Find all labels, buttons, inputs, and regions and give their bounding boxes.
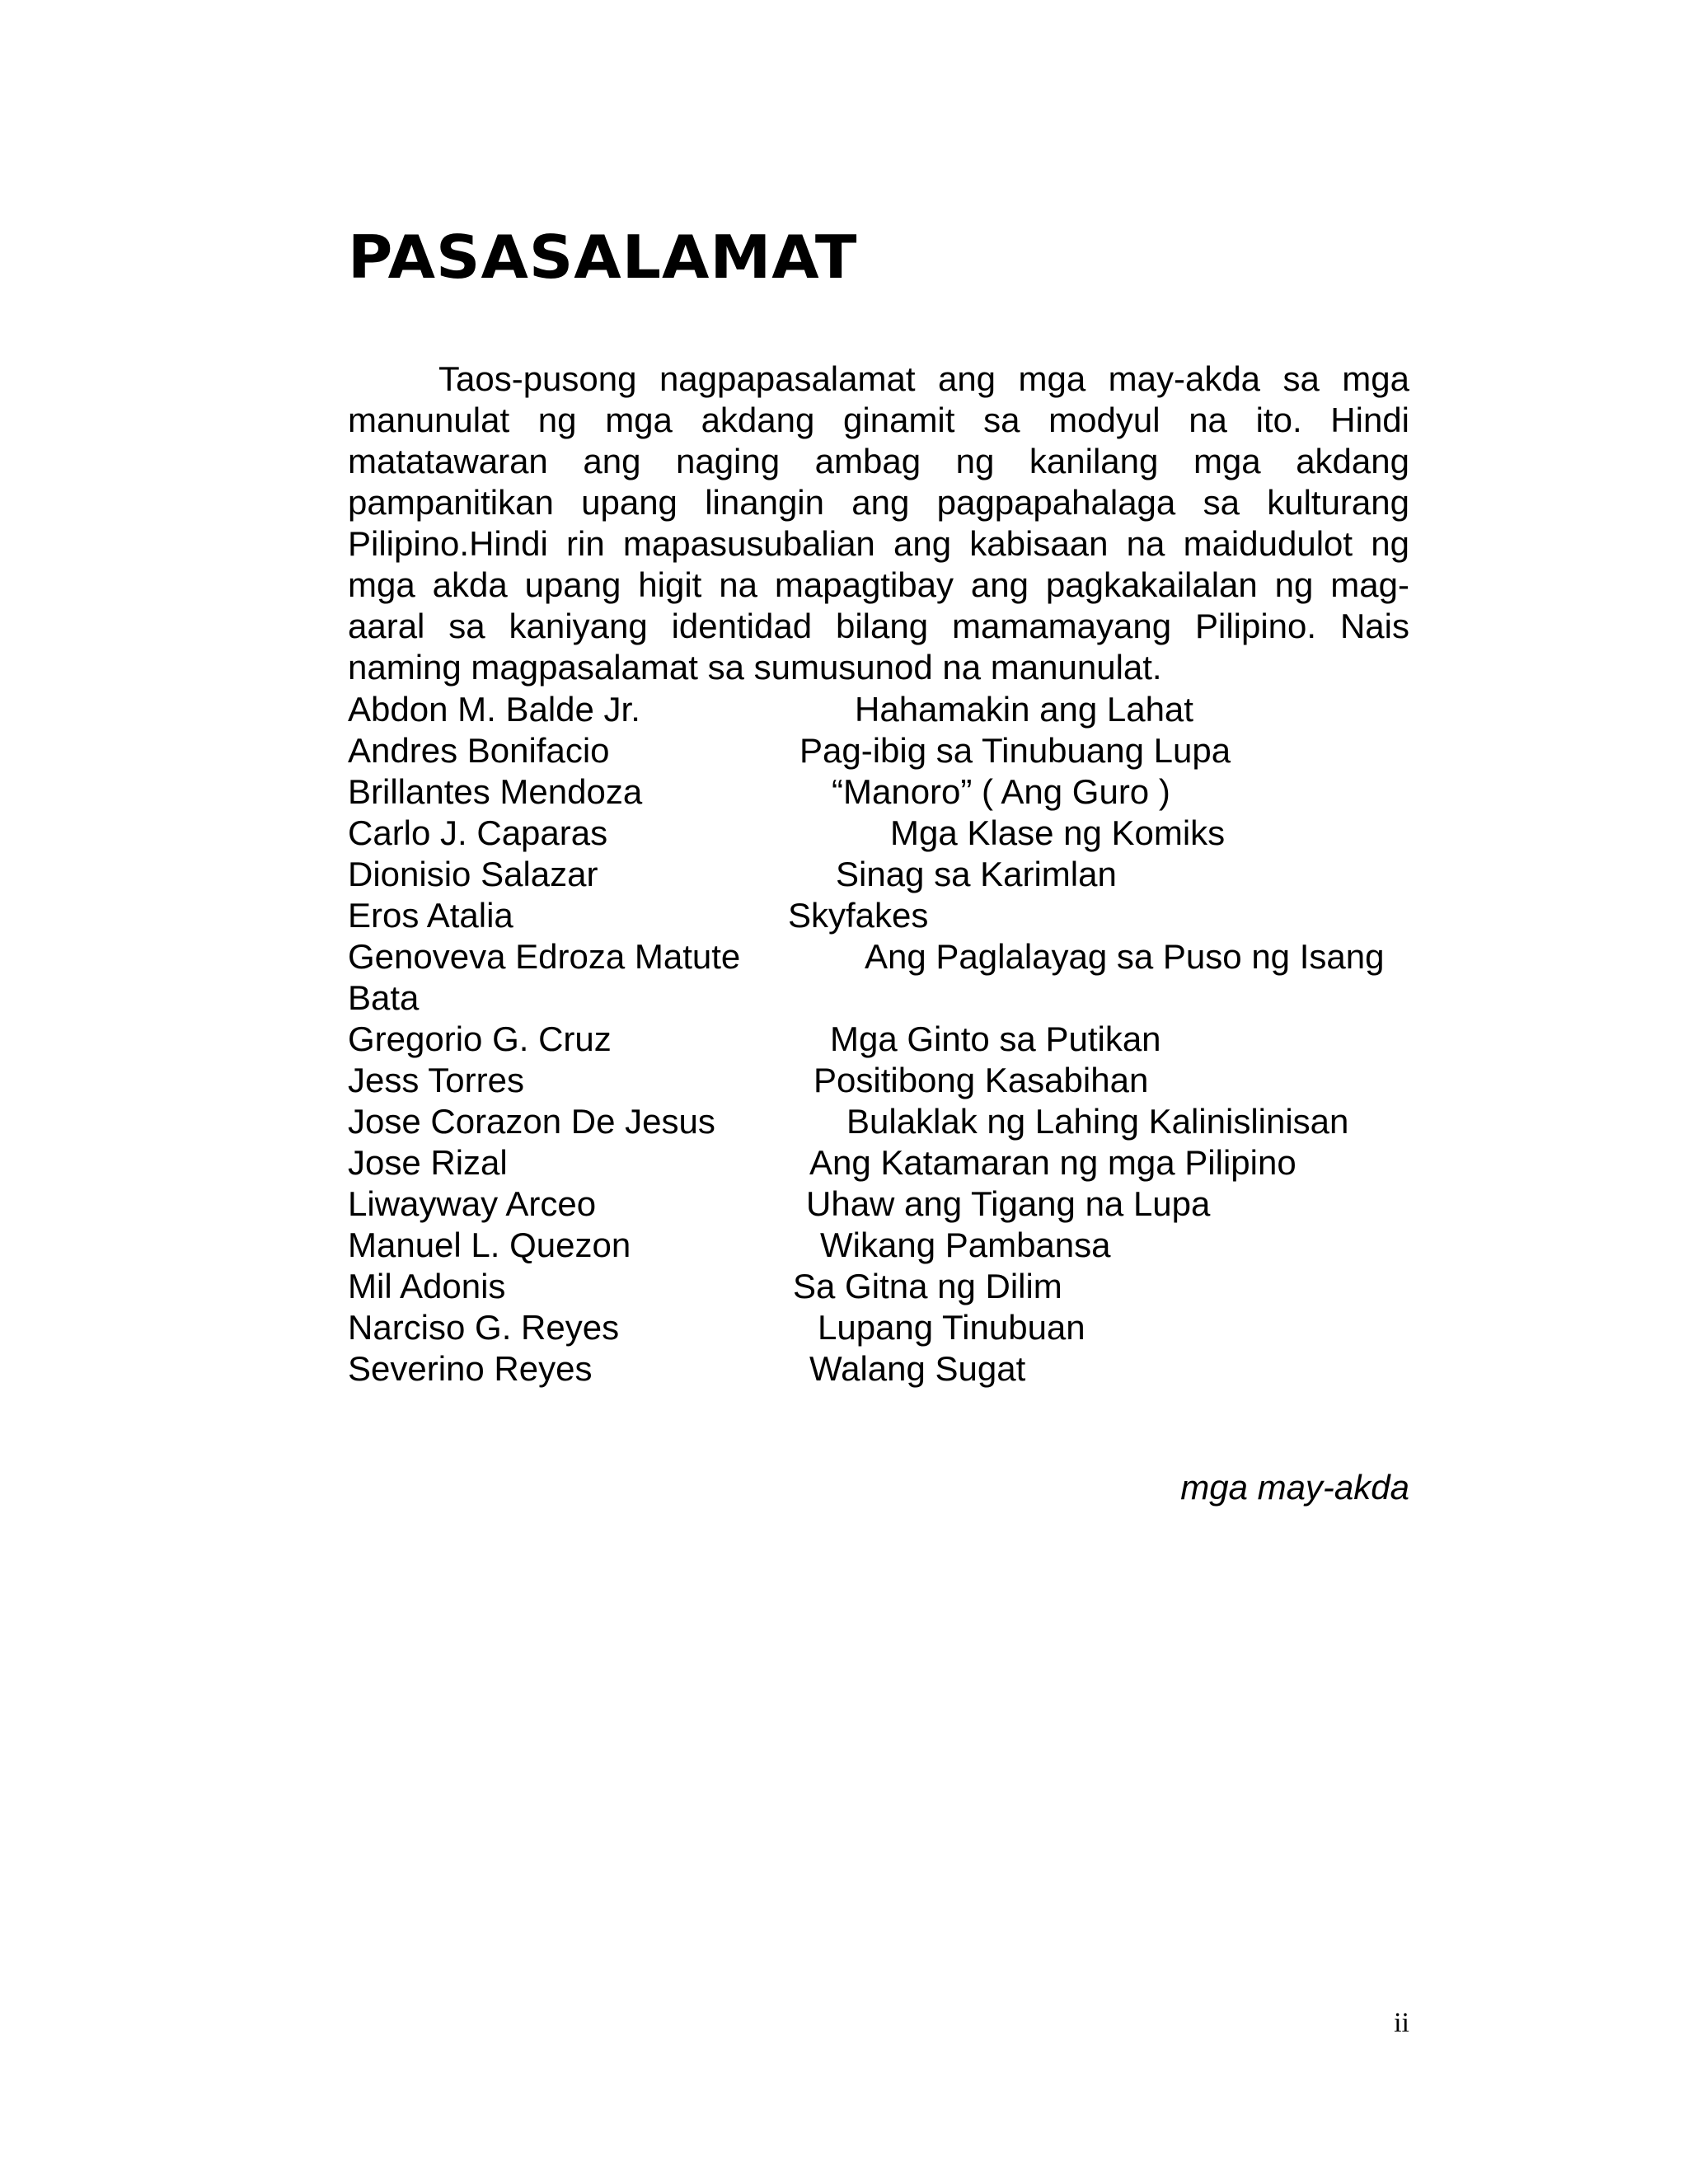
credit-row — [348, 1142, 1411, 1183]
credit-work: Ang Katamaran ng mga Pilipino — [809, 1143, 1296, 1182]
credit-work: Walang Sugat — [809, 1349, 1026, 1388]
credit-author: Gregorio G. Cruz — [348, 1019, 612, 1058]
credit-author: Liwayway Arceo — [348, 1184, 597, 1223]
credit-work: Ang Paglalayag sa Puso ng Isang — [865, 937, 1385, 976]
credit-work: Mga Ginto sa Putikan — [830, 1019, 1161, 1058]
credit-work: Mga Klase ng Komiks — [890, 813, 1226, 852]
credit-row — [348, 854, 1411, 895]
credit-row — [348, 1307, 1411, 1348]
credit-work: Lupang Tinubuan — [818, 1308, 1085, 1347]
credit-row — [348, 1019, 1411, 1060]
credit-author: Brillantes Mendoza — [348, 772, 643, 811]
credit-author: Severino Reyes — [348, 1349, 593, 1388]
signature: mga may-akda — [1180, 1468, 1409, 1507]
credit-work: Skyfakes — [788, 896, 929, 935]
credit-row — [348, 936, 1411, 1019]
credit-author: Narciso G. Reyes — [348, 1308, 620, 1347]
credit-work: Hahamakin ang Lahat — [855, 690, 1193, 729]
credits-list — [348, 689, 1411, 1390]
credit-work: Positibong Kasabihan — [814, 1061, 1149, 1099]
credit-author: Jose Corazon De Jesus — [348, 1102, 715, 1141]
credit-work: Bulaklak ng Lahing Kalinislinisan — [846, 1102, 1349, 1141]
credit-work: Sa Gitna ng Dilim — [793, 1267, 1062, 1305]
credit-author: Carlo J. Caparas — [348, 813, 608, 852]
credit-row — [348, 1060, 1411, 1101]
credit-author: Genoveva Edroza Matute — [348, 937, 741, 976]
credit-row — [348, 1225, 1411, 1266]
credit-work: Pag-ibig sa Tinubuang Lupa — [799, 731, 1231, 770]
credit-author: Eros Atalia — [348, 896, 513, 935]
credit-work: Wikang Pambansa — [820, 1226, 1111, 1264]
credit-author: Andres Bonifacio — [348, 731, 610, 770]
credit-row — [348, 730, 1411, 771]
credit-author: Jess Torres — [348, 1061, 524, 1099]
credit-row — [348, 895, 1411, 936]
credit-work-continued: Bata — [348, 978, 420, 1017]
credit-work: Uhaw ang Tigang na Lupa — [806, 1184, 1211, 1223]
credit-row — [348, 1183, 1411, 1225]
credit-work: Sinag sa Karimlan — [836, 855, 1117, 893]
credit-row — [348, 1348, 1411, 1390]
credit-row — [348, 1101, 1411, 1142]
page-number: ii — [1394, 2008, 1409, 2038]
credit-author: Mil Adonis — [348, 1267, 506, 1305]
intro-paragraph: Taos-pusong nagpapasalamat ang mga may-akda sa mga manunulat ng mga akdang ginamit sa modyul na ito. Hindi matatawaran ang naging ambag ng kanilang mga akdang pampanitikan upang linangin ang pagpapahalaga sa kulturang Pilipino.Hindi rin mapasusubalian ang kabisaan na maidudulot ng mga akda upang higit na mapagtibay ang pagkakailalan ng mag-aaral sa kaniyang identidad bilang mamamayang Pilipino. Nais naming magpasalamat sa sumusunod na manunulat. — [348, 359, 1409, 687]
credit-work: “Manoro” ( Ang Guro ) — [832, 772, 1170, 811]
credit-author: Abdon M. Balde Jr. — [348, 690, 640, 729]
credit-author: Jose Rizal — [348, 1143, 508, 1182]
credit-row — [348, 813, 1411, 854]
page-title: PASASALAMAT — [348, 223, 858, 292]
credit-row — [348, 771, 1411, 813]
credit-author: Manuel L. Quezon — [348, 1226, 631, 1264]
credit-row — [348, 1266, 1411, 1307]
credit-author: Dionisio Salazar — [348, 855, 598, 893]
credit-row — [348, 689, 1411, 730]
